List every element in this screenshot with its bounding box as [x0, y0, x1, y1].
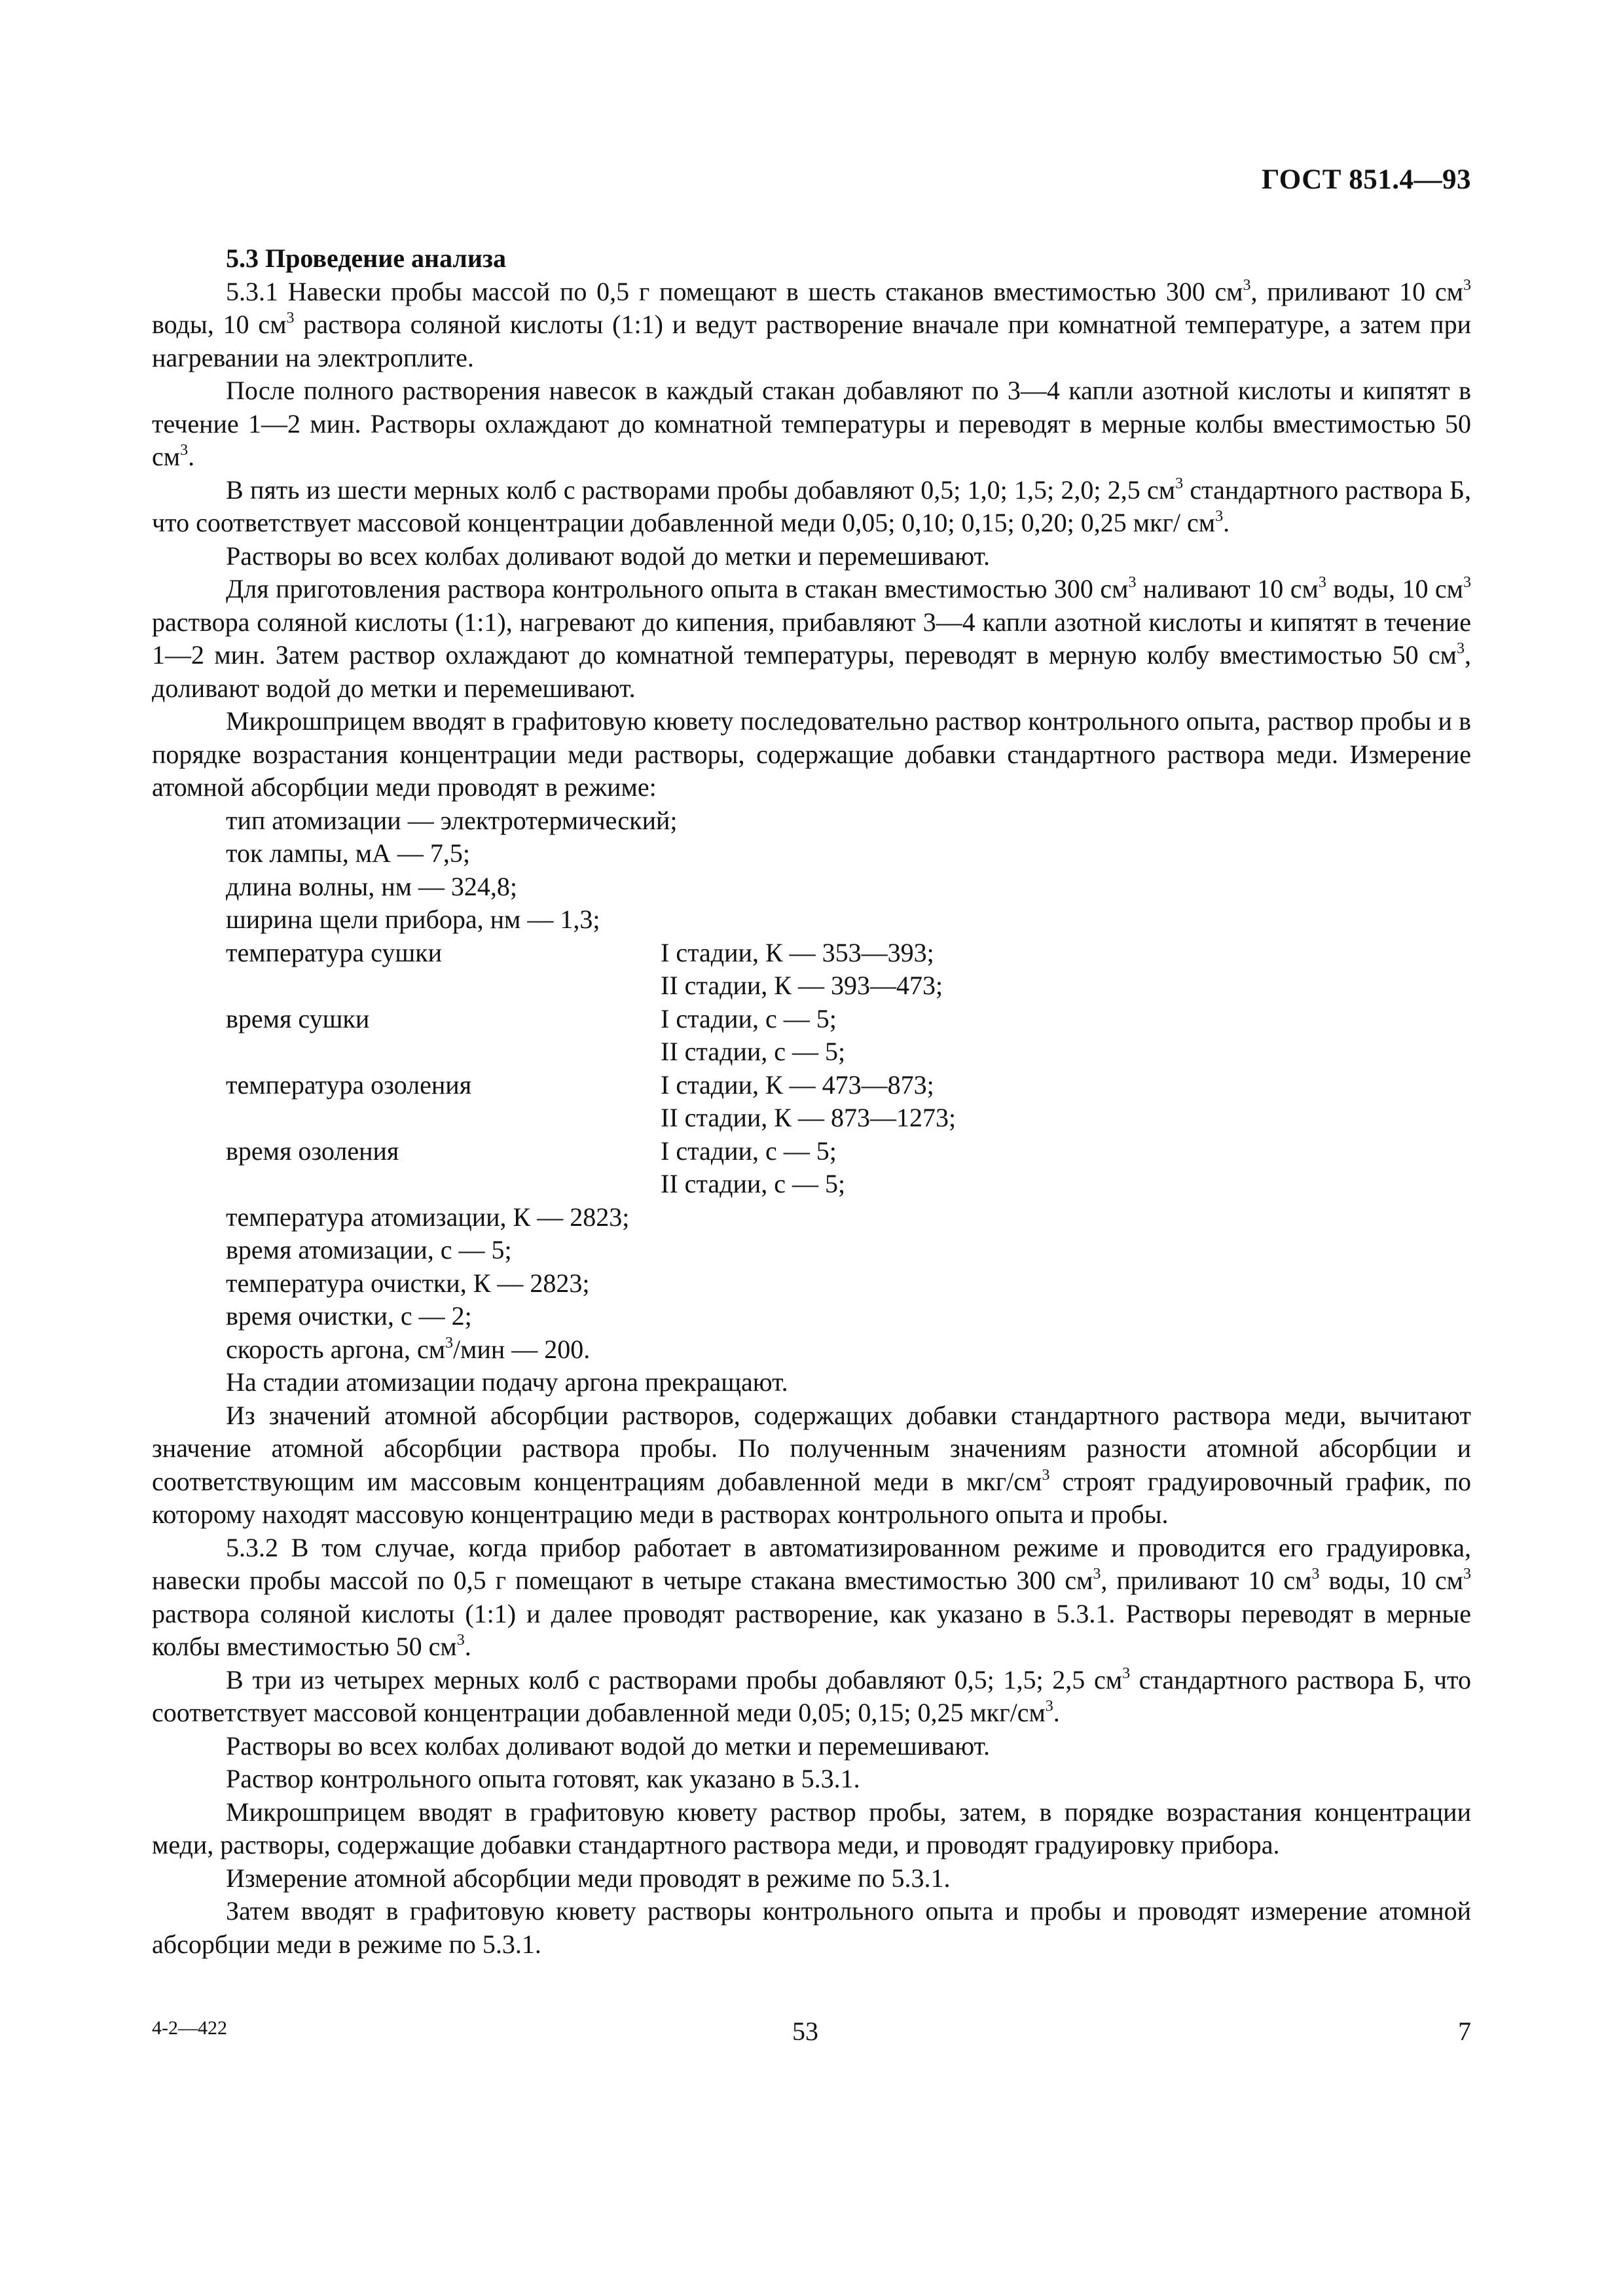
param-cleaning-temp: температура очистки, К — 2823; — [226, 1268, 590, 1298]
standard-code-header: ГОСТ 851.4—93 — [1262, 164, 1471, 195]
paragraph-fill-to-mark: Растворы во всех колбах доливают водой до метки и перемешивают. — [226, 541, 991, 571]
param-drying-temp-2: II стадии, К — 393—473; — [661, 971, 943, 1000]
paragraph-control-solution: Для приготовления раствора контрольного опыта в стакан вместимостью 300 $см^3$ наливают 10 $см^3$ воды, 10 $см^3$ раствора соляной кислоты (1:1), нагревают до кипения, прибавляют 3—4 капли азотной кислоты и кипятят в течение 1—2 мин. Затем раствор охлаждают до комнатной температуры, переводят в мерную колбу вместимостью 50 $см^3$, доливают водой до метки и перемешивают. — [152, 574, 1471, 703]
param-lamp-current: ток лампы, мА — 7,5; — [226, 838, 471, 868]
footer-page-number-center: 53 — [792, 2017, 818, 2046]
measurement-parameters-list — [152, 804, 1471, 1367]
paragraph-fill-to-mark-2: Растворы во всех колбах доливают водой до метки и перемешивают. — [226, 1731, 991, 1761]
param-drying-time-1: время сушки I стадии, с — 5; — [226, 1003, 837, 1033]
param-slit-width: ширина щели прибора, нм — 1,3; — [226, 905, 600, 934]
footer-print-code: 4-2—422 — [152, 2017, 227, 2039]
paragraph-argon-stop: На стадии атомизации подачу аргона прекращают. — [226, 1367, 788, 1397]
section-title: 5.3 Проведение анализа — [226, 243, 506, 273]
paragraph-measurement-mode: Измерение атомной абсорбции меди проводят в режиме по 5.3.1. — [226, 1863, 951, 1893]
paragraph-calibration-injection: Микрошприцем вводят в графитовую кювету раствор пробы, затем, в порядке возрастания концентрации меди, растворы, содержащие добавки стандартного раствора меди, и проводят градуировку прибора. — [152, 1797, 1471, 1859]
param-cleaning-time: время очистки, с — 2; — [226, 1301, 472, 1331]
param-ashing-time-2: II стадии, с — 5; — [661, 1169, 846, 1198]
param-atomization-temp: температура атомизации, К — 2823; — [226, 1202, 630, 1232]
paragraph-three-flasks: В три из четырех мерных колб с растворами пробы добавляют 0,5; 1,5; 2,5 $см^3$ стандартного раствора Б, что соответствует массовой концентрации добавленной меди 0,05; 0,15; 0,25 мкг/$см^3$. — [152, 1664, 1471, 1727]
paragraph-measurement-intro: Микрошприцем вводят в графитовую кювету последовательно раствор контрольного опыта, раствор пробы и в порядке возрастания концентрации меди растворы, содержащие добавки стандартного раствора меди. Измерение атомной абсорбции меди проводят в режиме: — [152, 706, 1471, 802]
footer-page-number-right: 7 — [1458, 2017, 1471, 2046]
param-wavelength: длина волны, нм — 324,8; — [226, 871, 518, 901]
param-argon-rate: скорость аргона, $см^3$/мин — 200. — [226, 1334, 591, 1364]
paragraph-control-prep: Раствор контрольного опыта готовят, как указано в 5.3.1. — [226, 1764, 860, 1793]
paragraph-final-measurement: Затем вводят в графитовую кювету растворы контрольного опыта и пробы и проводят измерение атомной абсорбции меди в режиме по 5.3.1. — [152, 1896, 1471, 1959]
param-ashing-time-1: время озоления I стадии, с — 5; — [226, 1136, 837, 1166]
paragraph-dissolution: После полного растворения навесок в каждый стакан добавляют по 3—4 капли азотной кислоты и кипятят в течение 1—2 мин. Растворы охлаждают до комнатной температуры и переводят в мерные колбы вместимостью 50 $см^3$. — [152, 376, 1471, 471]
param-ashing-temp-2: II стадии, К — 873—1273; — [661, 1103, 957, 1132]
param-atomization-type: тип атомизации — электротермический; — [226, 805, 678, 835]
paragraph-standard-additions: В пять из шести мерных колб с растворами пробы добавляют 0,5; 1,0; 1,5; 2,0; 2,5 $см^3$ стандартного раствора Б, что соответствует массовой концентрации добавленной меди 0,05; 0,10; 0,15; 0,20; 0,25 мкг/ $см^3$. — [152, 475, 1471, 537]
paragraph-5-3-2: 5.3.2 В том случае, когда прибор работает в автоматизированном режиме и проводится его градуировка, навески пробы массой по 0,5 г помещают в четыре стакана вместимостью 300 $см^3$, приливают 10 $см^3$ воды, 10 $см^3$ раствора соляной кислоты (1:1) и далее проводят растворение, как указано в 5.3.1. Растворы переводят в мерные колбы вместимостью 50 $см^3$. — [152, 1532, 1471, 1661]
document-body — [152, 242, 1471, 1961]
paragraph-5-3-1: 5.3.1 Навески пробы массой по 0,5 г помещают в шесть стаканов вместимостью 300 $см^3$, приливают 10 $см^3$ воды, 10 $см^3$ раствора соляной кислоты (1:1) и ведут растворение вначале при комнатной температуре, а затем при нагревании на электроплите. — [152, 276, 1471, 372]
paragraph-calibration-graph: Из значений атомной абсорбции растворов, содержащих добавки стандартного раствора меди, вычитают значение атомной абсорбции раствора пробы. По полученным значениям разности атомной абсорбции и соответствующим им массовым концентрациям добавленной меди в мкг/$см^3$ строят градуировочный график, по которому находят массовую концентрацию меди в растворах контрольного опыта и пробы. — [152, 1400, 1471, 1529]
param-atomization-time: время атомизации, с — 5; — [226, 1235, 512, 1265]
param-drying-time-2: II стадии, с — 5; — [661, 1037, 846, 1066]
param-ashing-temp-1: температура озоления I стадии, К — 473—873; — [226, 1069, 934, 1100]
param-drying-temp-1: температура сушки I стадии, К — 353—393; — [226, 937, 934, 967]
